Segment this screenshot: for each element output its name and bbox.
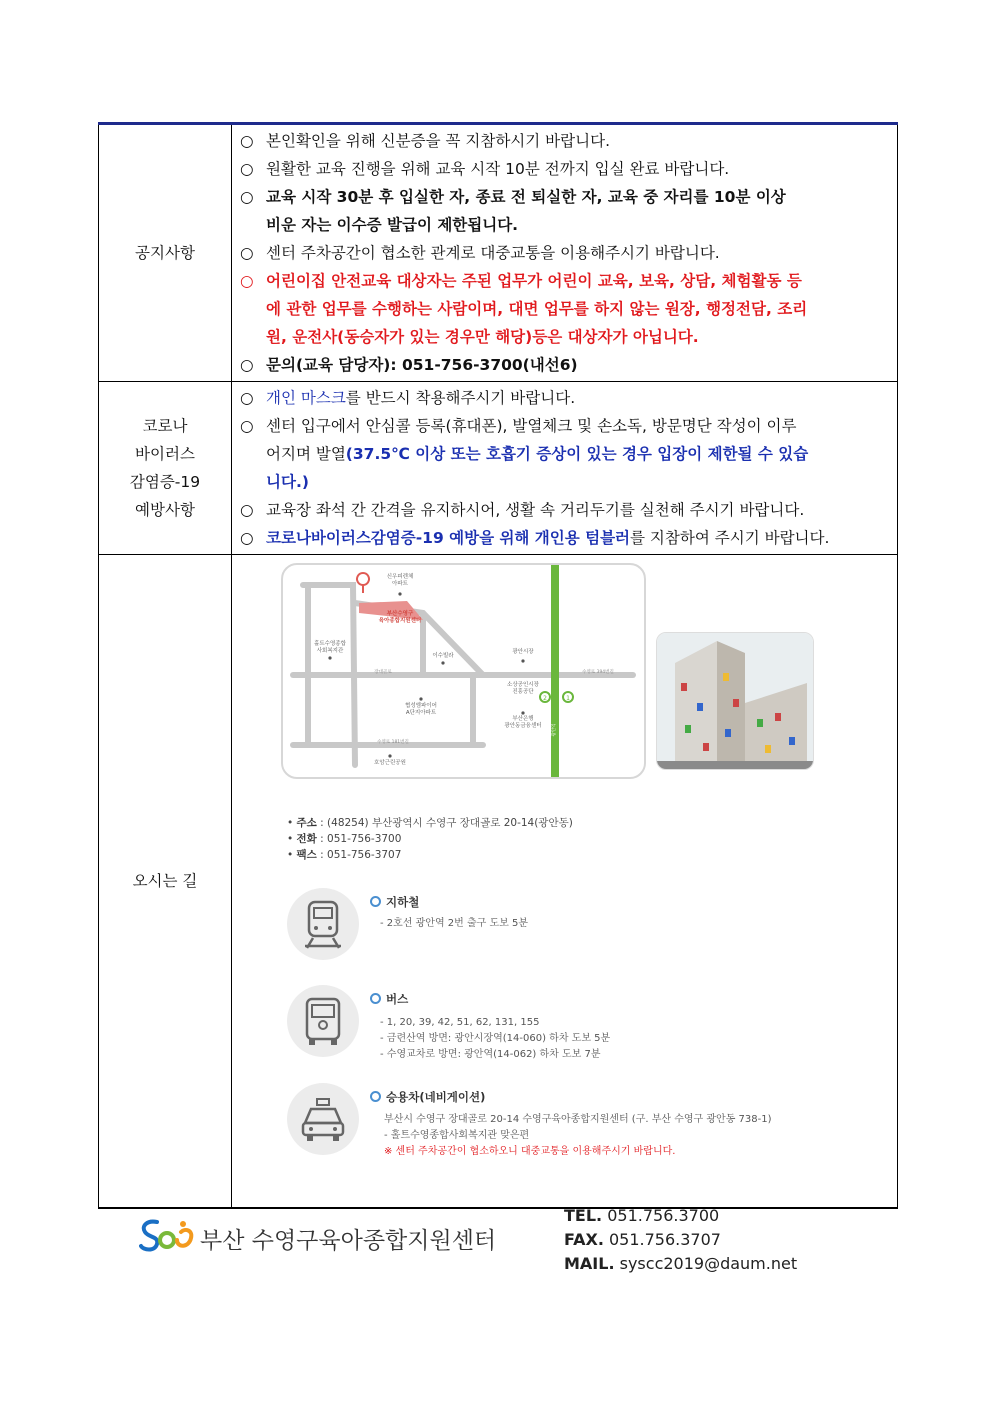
bus-line-3: - 수영교차로 방면: 광안역(14-062) 하차 도보 7분 bbox=[380, 1049, 601, 1060]
map-road-3: 수영로 181번길 bbox=[377, 740, 409, 745]
notice-line-6: ○ 어린이집 안전교육 대상자는 주된 업무가 어린이 교육, 보육, 상담, 체험활동 등 bbox=[240, 272, 802, 290]
bus-icon bbox=[287, 985, 359, 1057]
exit-1-label: 1 bbox=[566, 695, 570, 702]
contact-block bbox=[564, 1204, 797, 1276]
subway-line: - 2호선 광안역 2번 출구 도보 5분 bbox=[380, 918, 529, 929]
notice-line-2: ○ 원활한 교육 진행을 위해 교육 시작 10분 전까지 입실 완료 바랍니다. bbox=[240, 160, 730, 178]
map-label-bank2: 광안동금융센터 bbox=[504, 723, 542, 729]
car-title: 승용차(네비게이션) bbox=[370, 1089, 485, 1105]
center-pin-icon bbox=[357, 573, 369, 593]
fax-line: • 팩스 : 051-756-3707 bbox=[287, 849, 402, 861]
contact-fax: FAX. 051.756.3707 bbox=[564, 1230, 721, 1249]
bus-line-1: - 1, 20, 39, 42, 51, 62, 131, 155 bbox=[380, 1017, 540, 1028]
notice-line-5: ○ 센터 주차공간이 협소한 관계로 대중교통을 이용해주시기 바랍니다. bbox=[240, 244, 720, 262]
phone-line: • 전화 : 051-756-3700 bbox=[287, 833, 402, 845]
contact-tel: TEL. 051.756.3700 bbox=[564, 1206, 720, 1225]
corona-header: 코로나 바이러스 감염증-19 예방사항 bbox=[99, 382, 232, 555]
taxi-icon bbox=[287, 1083, 359, 1155]
corona-line-1: ○ 개인 마스크를 반드시 착용해주시기 바랍니다. bbox=[240, 389, 576, 407]
contact-mail: MAIL. syscc2019@daum.net bbox=[564, 1254, 798, 1273]
subway-icon bbox=[287, 888, 359, 960]
address-info bbox=[287, 815, 573, 863]
map-label-welfare2: 사회복지관 bbox=[316, 648, 344, 654]
corona-line-6: ○ 코로나바이러스감염증-19 예방을 위해 개인용 텀블러를 지참하여 주시기 바랍니다. bbox=[240, 529, 830, 547]
map-label-apt2b: A단지아파트 bbox=[405, 710, 437, 716]
map-road-2: 수영로 394번길 bbox=[582, 670, 614, 675]
map-label-market: 광안시장 bbox=[512, 649, 534, 655]
notice-body bbox=[232, 124, 898, 382]
map-label-apt1: 신우피렌체 bbox=[386, 574, 414, 580]
corona-line-2: ○ 센터 입구에서 안심콜 등록(휴대폰), 발열체크 및 손소독, 방문명단 작성이 이루 bbox=[240, 417, 797, 435]
notice-line-1: ○ 본인확인을 위해 신분증을 꼭 지참하시기 바랍니다. bbox=[240, 132, 610, 150]
map-svg bbox=[283, 565, 644, 777]
map-label-apt2a: 협성엠파이어 bbox=[405, 703, 437, 709]
corona-line-5: ○ 교육장 좌석 간 간격을 유지하시어, 생활 속 거리두기를 실천해 주시기 바랍니다. bbox=[240, 501, 805, 519]
map-label-bank1: 부산은행 bbox=[512, 716, 534, 722]
subway-title: 지하철 bbox=[370, 894, 419, 910]
map-label-apt1b: 아파트 bbox=[392, 581, 408, 587]
bus-line-2: - 금련산역 방면: 광안시장역(14-060) 하차 도보 5분 bbox=[380, 1033, 611, 1044]
center-logo-icon bbox=[139, 1218, 197, 1258]
bus-title: 버스 bbox=[370, 991, 408, 1007]
notice-line-4: 비운 자는 이수증 발급이 제한됩니다. bbox=[266, 216, 519, 234]
notice-line-7: 에 관한 업무를 수행하는 사람이며, 대면 업무를 하지 않는 원장, 행정전담, 조리 bbox=[266, 300, 808, 318]
map-label-center2: 육아종합지원센터 bbox=[378, 618, 422, 624]
notice-line-3: ○ 교육 시작 30분 후 입실한 자, 종료 전 퇴실한 자, 교육 중 자리를 10분 이상 bbox=[240, 188, 786, 206]
location-map bbox=[281, 563, 646, 779]
car-line-2: - 홀트수영종합사회복지관 맞은편 bbox=[384, 1130, 530, 1141]
notice-line-9: ○ 문의(교육 담당자): 051-756-3700(내선6) bbox=[240, 356, 578, 374]
map-label-center1: 부산수영구 bbox=[386, 611, 414, 617]
notice-line-8: 원, 운전사(동승자가 있는 경우만 해당)등은 대상자가 아닙니다. bbox=[266, 328, 699, 346]
car-note: ※ 센터 주차공간이 협소하오니 대중교통을 이용해주시기 바랍니다. bbox=[384, 1146, 676, 1157]
notice-header: 공지사항 bbox=[99, 124, 232, 382]
center-name: 부산 수영구육아종합지원센터 bbox=[200, 1228, 497, 1254]
address-line: • 주소 : (48254) 부산광역시 수영구 장대골로 20-14(광안동) bbox=[287, 817, 573, 829]
building-photo bbox=[656, 632, 814, 770]
corona-body bbox=[232, 382, 898, 555]
map-label-park: 호암근린공원 bbox=[374, 760, 406, 766]
map-road-1: 장대골로 bbox=[374, 670, 392, 675]
map-label-welfare1: 홀트수영종합 bbox=[314, 641, 346, 647]
map-label-promo1: 소상공인시장 bbox=[507, 682, 539, 688]
corona-line-3: 어지며 발열(37.5℃ 이상 또는 호흡기 증상이 있는 경우 입장이 제한될 수 있습 bbox=[266, 445, 809, 463]
exit-2-label: 2 bbox=[543, 695, 547, 702]
car-line-1: 부산시 수영구 장대골로 20-14 수영구육아종합지원센터 (구. 부산 수영구 광안동 738-1) bbox=[384, 1114, 772, 1125]
map-label-promo2: 진흥공단 bbox=[512, 689, 534, 695]
directions-header: 오시는 길 bbox=[99, 555, 232, 1209]
map-station: 광안역 bbox=[552, 723, 557, 737]
corona-line-4: 니다.) bbox=[266, 473, 309, 491]
map-label-villa: 이수빌라 bbox=[432, 653, 454, 659]
